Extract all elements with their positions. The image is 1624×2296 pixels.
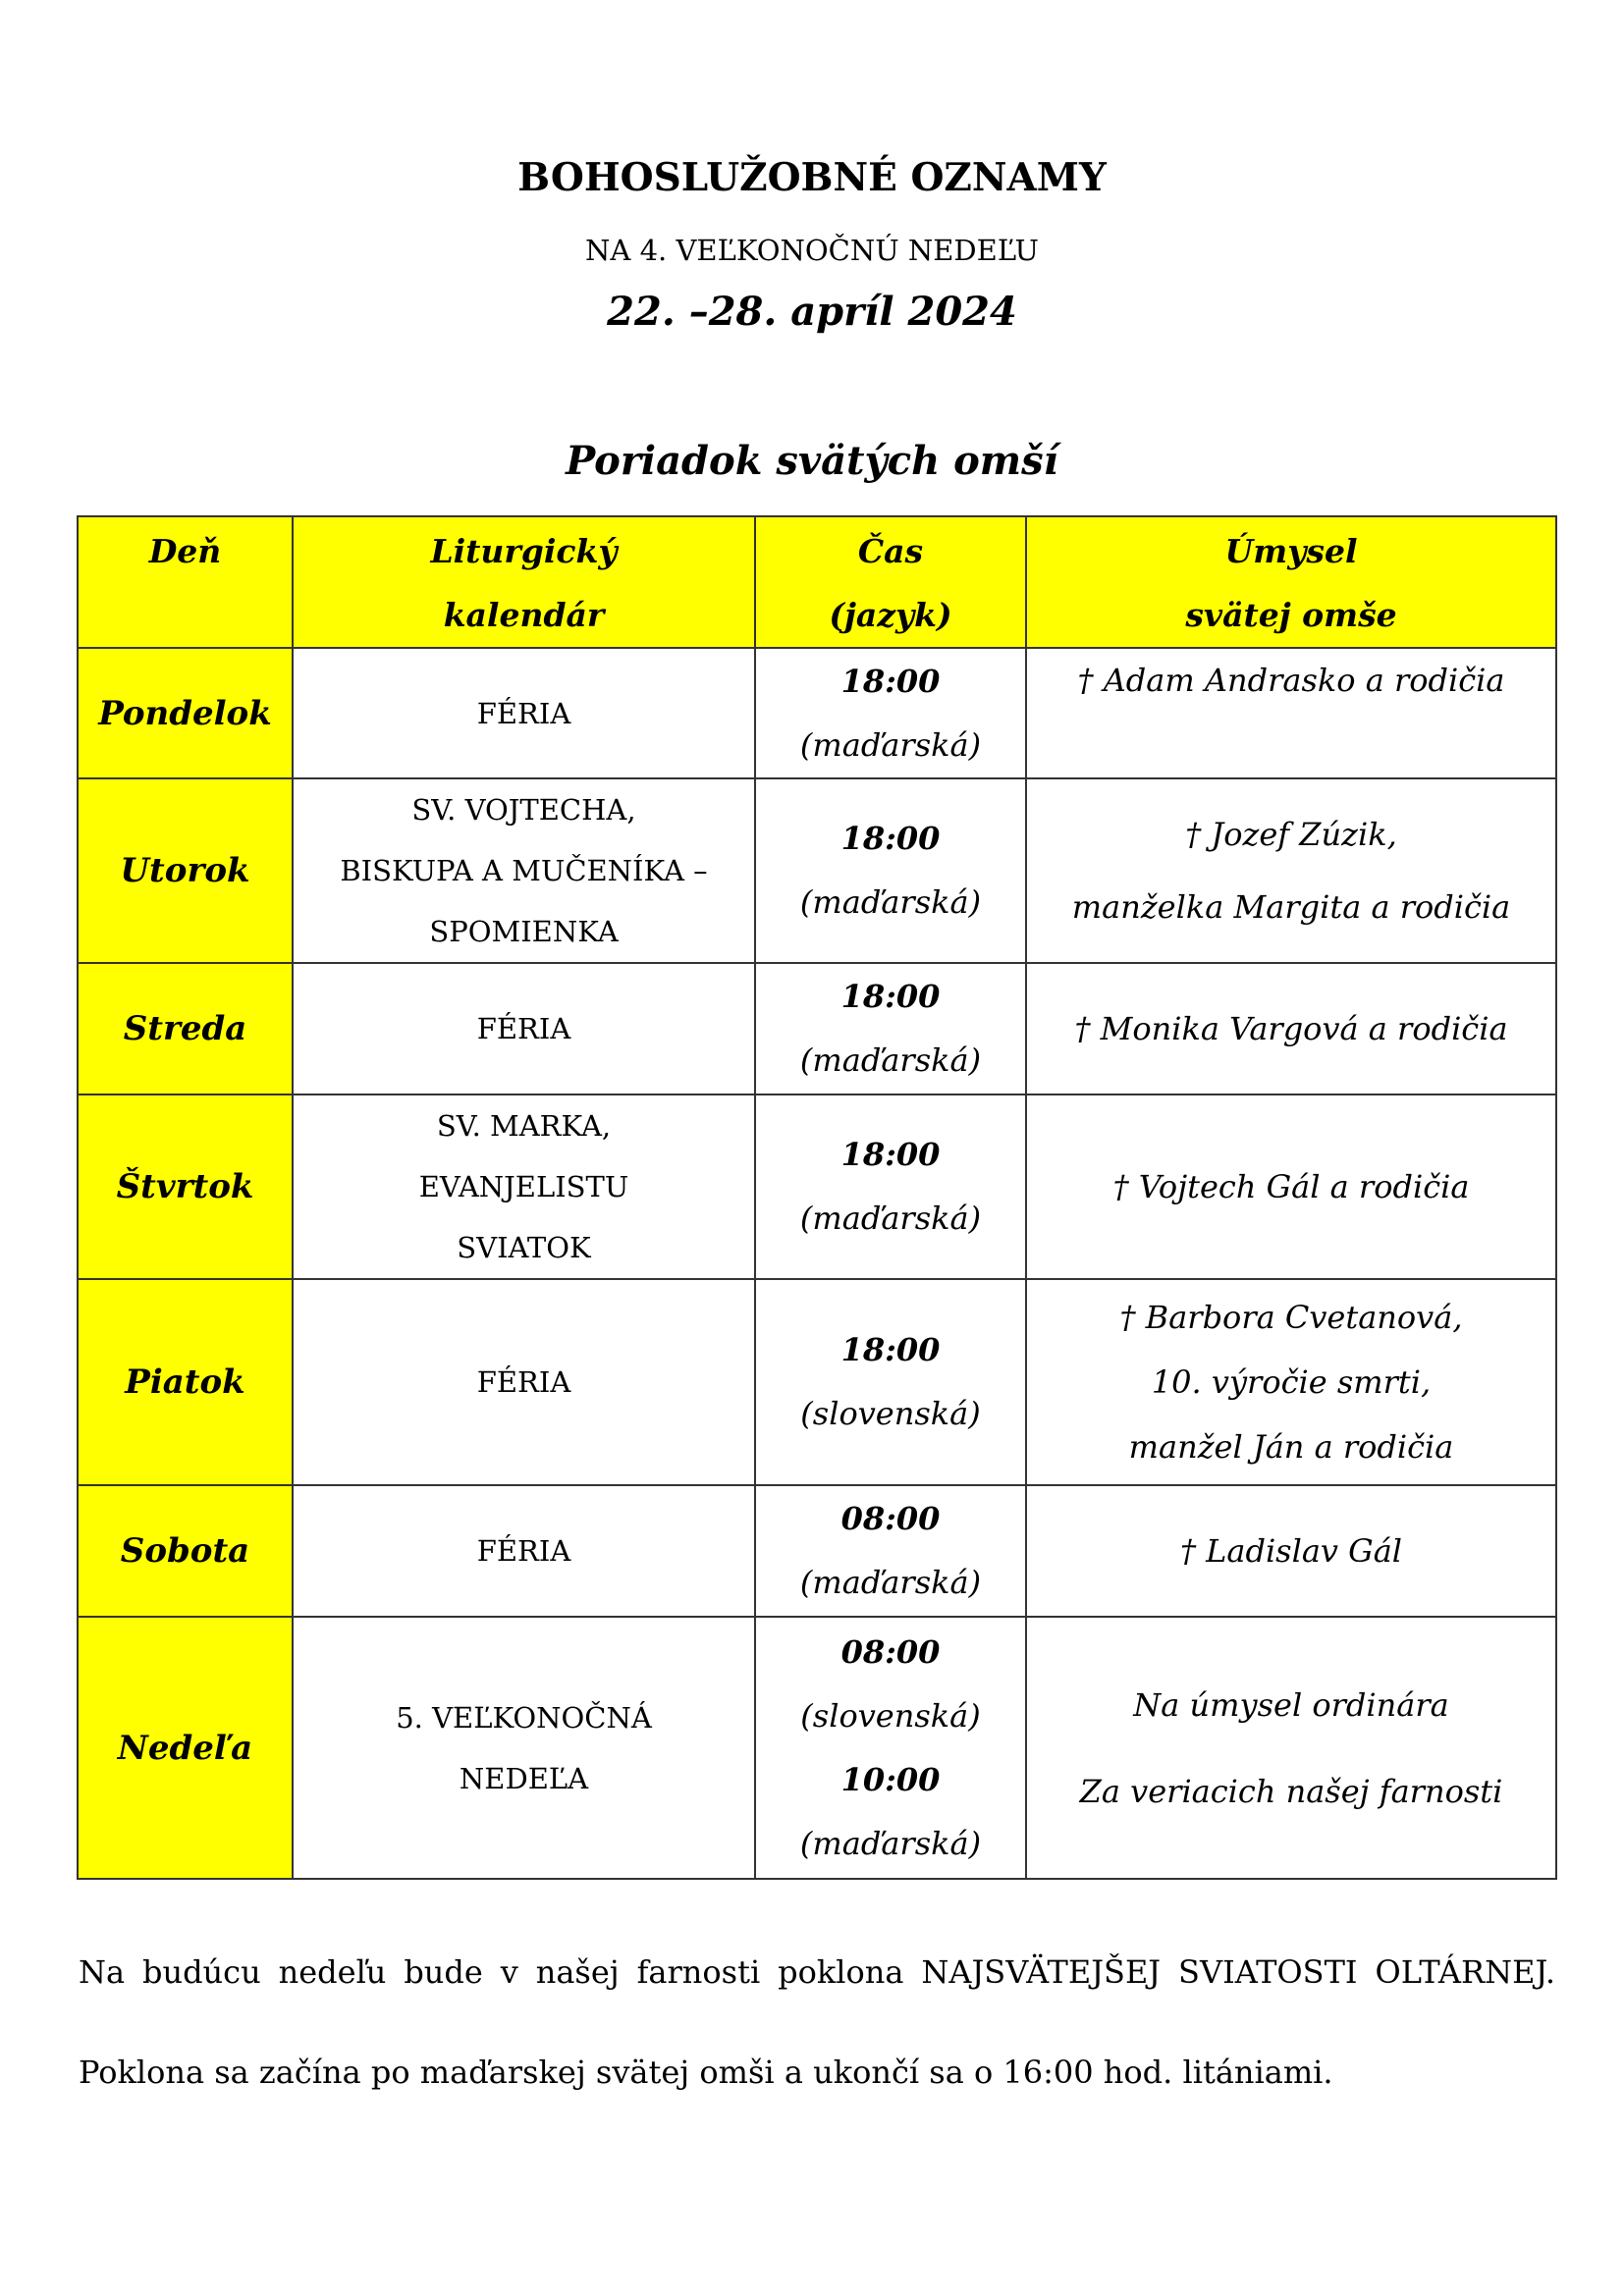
mass-time: 08:00 bbox=[840, 1500, 941, 1537]
liturgy-line: EVANJELISTU bbox=[418, 1170, 629, 1203]
date-range: 22. –28. apríl 2024 bbox=[607, 289, 1017, 335]
mass-language: (maďarská) bbox=[799, 1824, 982, 1862]
liturgy-line: 5. VEĽKONOČNÁ bbox=[396, 1700, 652, 1735]
liturgy-line: FÉRIA bbox=[476, 1365, 571, 1399]
intention-line: Na úmysel ordinára bbox=[1133, 1685, 1449, 1724]
mass-language: (maďarská) bbox=[799, 725, 982, 764]
mass-language: (maďarská) bbox=[799, 1200, 982, 1237]
column-header-intention bbox=[1026, 516, 1556, 648]
liturgy-cell bbox=[293, 648, 755, 778]
time-cell bbox=[755, 963, 1026, 1095]
mass-time: 10:00 bbox=[840, 1760, 941, 1798]
column-header-line: Liturgický bbox=[430, 532, 618, 570]
column-header-line: Čas bbox=[857, 532, 924, 570]
intention-line: † Ladislav Gál bbox=[1179, 1532, 1403, 1570]
liturgy-line: SVIATOK bbox=[457, 1231, 591, 1264]
liturgy-cell bbox=[293, 778, 755, 963]
mass-time: 18:00 bbox=[840, 662, 941, 700]
mass-time: 18:00 bbox=[840, 978, 941, 1015]
announcement-line: SVIATOSTI OLTÁRNEJ. Poklona sa začína po maďarskej svätej omši a bbox=[79, 1953, 1556, 2091]
mass-time: 18:00 bbox=[840, 1331, 941, 1368]
mass-schedule-table bbox=[77, 515, 1557, 1880]
day-cell: Streda bbox=[78, 963, 293, 1095]
day-cell: Sobota bbox=[78, 1485, 293, 1617]
liturgy-line: FÉRIA bbox=[476, 1534, 571, 1568]
liturgy-line: SV. MARKA, bbox=[436, 1109, 612, 1143]
table-row bbox=[78, 963, 1556, 1095]
mass-time: 18:00 bbox=[840, 1136, 941, 1173]
intention-line: † Jozef Zúzik, bbox=[1185, 816, 1397, 853]
mass-language: (maďarská) bbox=[799, 1041, 982, 1079]
time-cell bbox=[755, 1617, 1026, 1879]
intention-cell bbox=[1026, 778, 1556, 963]
liturgy-line: FÉRIA bbox=[476, 696, 571, 730]
liturgy-line: SV. VOJTECHA, bbox=[411, 793, 636, 827]
table-row bbox=[78, 778, 1556, 963]
liturgy-line: SPOMIENKA bbox=[429, 915, 619, 948]
liturgy-cell bbox=[293, 1279, 755, 1485]
column-header-day bbox=[78, 516, 293, 648]
liturgy-cell bbox=[293, 1095, 755, 1279]
intention-line: † Monika Vargová a rodičia bbox=[1074, 1010, 1508, 1047]
schedule-title: Poriadok svätých omší bbox=[566, 438, 1058, 484]
column-header-line: Úmysel bbox=[1224, 532, 1358, 570]
mass-language: (maďarská) bbox=[799, 883, 982, 921]
day-cell: Piatok bbox=[78, 1279, 293, 1485]
mass-language: (slovenská) bbox=[800, 1395, 981, 1432]
table-row bbox=[78, 1095, 1556, 1279]
column-header-line: (jazyk) bbox=[829, 596, 952, 634]
intention-line: † Barbora Cvetanová, bbox=[1119, 1299, 1463, 1336]
day-cell: Pondelok bbox=[78, 648, 293, 778]
liturgy-line: BISKUPA A MUČENÍKA – bbox=[340, 854, 708, 887]
document-subtitle: NA 4. VEĽKONOČNÚ NEDEĽU bbox=[585, 234, 1039, 267]
liturgy-cell bbox=[293, 1485, 755, 1617]
column-header-liturgy bbox=[293, 516, 755, 648]
intention-line: † Vojtech Gál a rodičia bbox=[1112, 1168, 1470, 1205]
day-cell: Utorok bbox=[78, 778, 293, 963]
intention-cell bbox=[1026, 963, 1556, 1095]
intention-line: 10. výročie smrti, bbox=[1151, 1363, 1432, 1401]
document-title: BOHOSLUŽOBNÉ OZNAMY bbox=[517, 155, 1107, 200]
intention-cell bbox=[1026, 1279, 1556, 1485]
liturgy-line: NEDEĽA bbox=[459, 1761, 589, 1795]
intention-cell bbox=[1026, 1617, 1556, 1879]
intention-line: Za veriacich našej farnosti bbox=[1079, 1772, 1503, 1810]
table-row bbox=[78, 648, 1556, 778]
liturgy-cell bbox=[293, 963, 755, 1095]
announcement-line: ukončí sa o 16:00 hod. litániami. bbox=[813, 2054, 1333, 2091]
liturgy-cell bbox=[293, 1617, 755, 1879]
column-header-line: Deň bbox=[148, 532, 222, 570]
intention-line: † Adam Andrasko a rodičia bbox=[1077, 662, 1505, 699]
time-cell bbox=[755, 648, 1026, 778]
mass-time: 18:00 bbox=[840, 820, 941, 857]
time-cell bbox=[755, 1485, 1026, 1617]
announcement-paragraph bbox=[79, 1922, 1555, 2122]
day-cell: Štvrtok bbox=[78, 1095, 293, 1279]
mass-language: (slovenská) bbox=[800, 1696, 981, 1735]
day-cell: Nedeľa bbox=[78, 1617, 293, 1879]
mass-time: 08:00 bbox=[840, 1632, 941, 1671]
column-header-time bbox=[755, 516, 1026, 648]
time-cell bbox=[755, 778, 1026, 963]
announcement-line: Na budúcu nedeľu bude v našej farnosti poklona NAJSVÄTEJŠEJ bbox=[79, 1953, 1162, 1991]
column-header-line: kalendár bbox=[443, 596, 605, 634]
table-header-row bbox=[78, 516, 1556, 648]
intention-line: manželka Margita a rodičia bbox=[1071, 888, 1511, 926]
table-row bbox=[78, 1485, 1556, 1617]
time-cell bbox=[755, 1279, 1026, 1485]
table-row bbox=[78, 1279, 1556, 1485]
table-row bbox=[78, 1617, 1556, 1879]
intention-cell bbox=[1026, 1485, 1556, 1617]
mass-language: (maďarská) bbox=[799, 1564, 982, 1601]
time-cell bbox=[755, 1095, 1026, 1279]
intention-line: manžel Ján a rodičia bbox=[1128, 1428, 1454, 1466]
intention-cell bbox=[1026, 648, 1556, 778]
liturgy-line: FÉRIA bbox=[476, 1012, 571, 1045]
intention-cell bbox=[1026, 1095, 1556, 1279]
column-header-line: svätej omše bbox=[1185, 596, 1397, 634]
